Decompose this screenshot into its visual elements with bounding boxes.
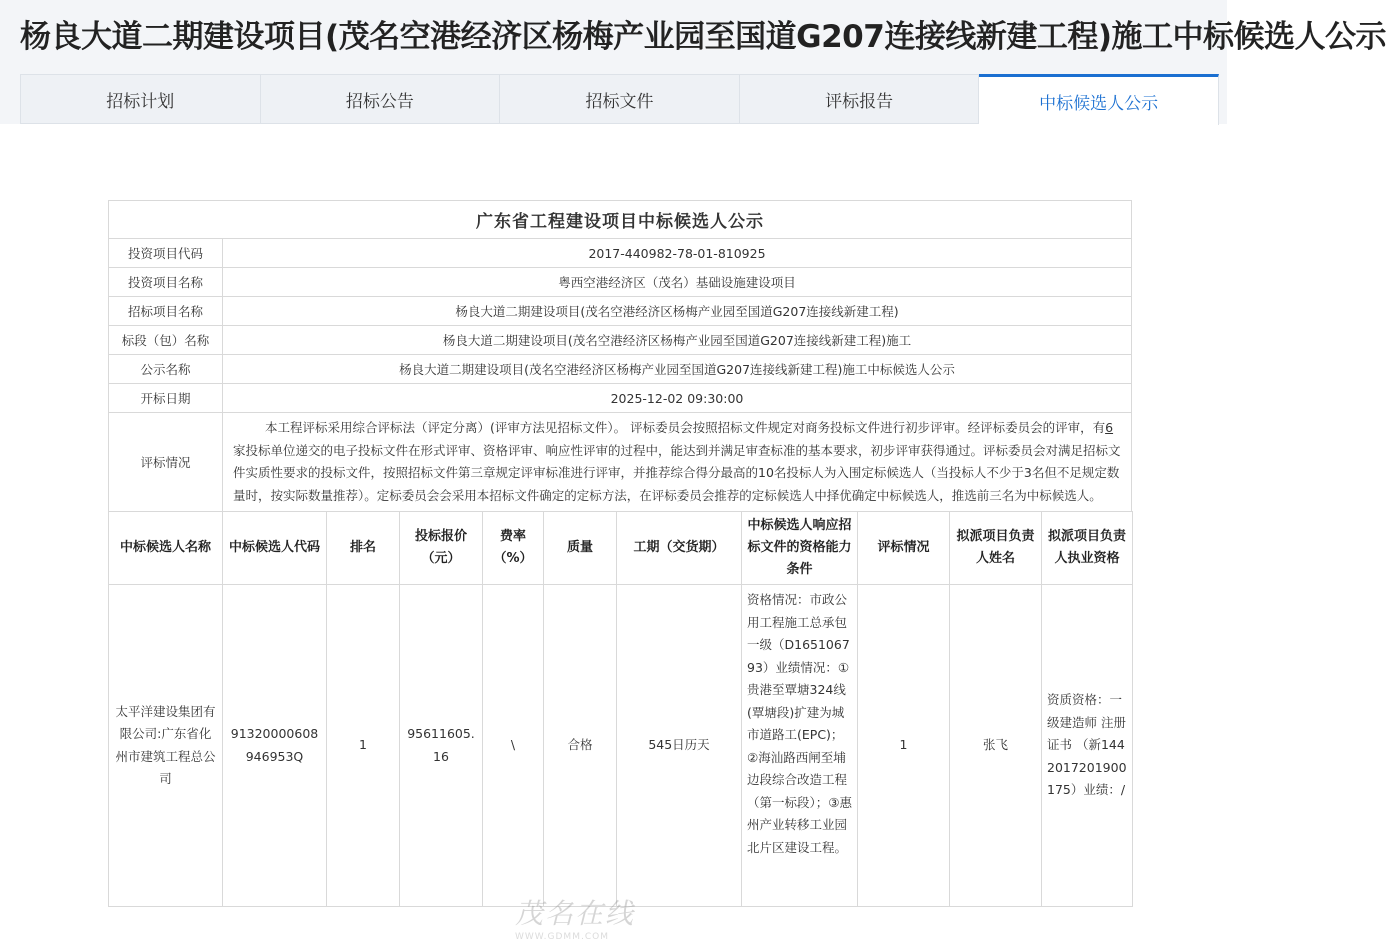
evaluation-text-before: 本工程评标采用综合评标法（评定分离）(评审方法见招标文件）。 评标委员会按照招标文件规定对商务投标文件进行初步评审。经评标委员会的评审，有 — [265, 420, 1106, 435]
info-row — [109, 297, 1132, 326]
col-header: 质量 — [544, 512, 617, 585]
watermark-url: WWW.GDMM.COM — [515, 932, 609, 942]
candidate-name: 太平洋建设集团有限公司:广东省化州市建筑工程总公司 — [109, 585, 223, 907]
info-row — [109, 326, 1132, 355]
candidate-evaluation: 1 — [858, 585, 950, 907]
tab-bar — [20, 74, 1219, 125]
site-watermark — [515, 892, 725, 942]
col-header: 中标候选人名称 — [109, 512, 223, 585]
candidate-rate: \ — [483, 585, 544, 907]
info-row — [109, 268, 1132, 297]
col-header: 费率（%） — [483, 512, 544, 585]
info-row — [109, 384, 1132, 413]
info-value: 杨良大道二期建设项目(茂名空港经济区杨梅产业园至国道G207连接线新建工程) — [223, 297, 1132, 326]
candidate-period: 545日历天 — [617, 585, 742, 907]
tab-bidding-documents[interactable]: 招标文件 — [500, 75, 740, 124]
info-label: 投资项目代码 — [109, 239, 223, 268]
evaluation-label: 评标情况 — [109, 413, 223, 512]
info-value: 2025-12-02 09:30:00 — [223, 384, 1132, 413]
candidate-rank: 1 — [327, 585, 400, 907]
info-value: 杨良大道二期建设项目(茂名空港经济区杨梅产业园至国道G207连接线新建工程)施工中标候选人公示 — [223, 355, 1132, 384]
col-header: 评标情况 — [858, 512, 950, 585]
candidates-header-row — [109, 512, 1133, 585]
tab-evaluation-report[interactable]: 评标报告 — [740, 75, 980, 124]
col-header: 中标候选人响应招标文件的资格能力条件 — [742, 512, 858, 585]
candidate-price: 95611605.16 — [400, 585, 483, 907]
page-header — [0, 0, 1386, 124]
info-label: 投资项目名称 — [109, 268, 223, 297]
notice-caption: 广东省工程建设项目中标候选人公示 — [109, 201, 1132, 239]
info-label: 公示名称 — [109, 355, 223, 384]
table-row — [109, 585, 1133, 907]
candidate-qualification: 资格情况：市政公用工程施工总承包一级（D165106793）业绩情况：①贵港至覃塘324线(覃塘段)扩建为城市道路工(EPC)；②海汕路西闸至埔边段综合改造工程（第一标段）；③惠州产业转移工业园北片区建设工程。 — [742, 585, 858, 907]
col-header: 排名 — [327, 512, 400, 585]
candidate-manager-cert: 资质资格：一级建造师 注册证书 （新1442017201900175）业绩：/ — [1042, 585, 1133, 907]
candidate-manager: 张飞 — [950, 585, 1042, 907]
candidate-quality: 合格 — [544, 585, 617, 907]
watermark-logo-text: 茂名在线 — [515, 897, 636, 930]
col-header: 投标报价（元） — [400, 512, 483, 585]
tab-candidate-notice[interactable]: 中标候选人公示 — [979, 74, 1219, 125]
col-header: 中标候选人代码 — [223, 512, 327, 585]
candidates-table — [108, 511, 1133, 907]
evaluation-text-after: 家投标单位递交的电子投标文件在形式评审、资格评审、响应性评审的过程中，能达到并满足审查标准的基本要求，初步评审获得通过。评标委员会对满足招标文件实质性要求的投标文件，按照招标文件第三章规定评审标准进行评审，并推荐综合得分最高的10名投标人为入围定标候选人（当投标人不少于3名但不足规定数量时，按实际数量推荐）。定标委员会会采用本招标文件确定的定标方法，在评标委员会推荐的定标候选人中择优确定中标候选人，推选前三名为中标候选人。 — [233, 442, 1121, 503]
info-value: 2017-440982-78-01-810925 — [223, 239, 1132, 268]
page-title: 杨良大道二期建设项目(茂名空港经济区杨梅产业园至国道G207连接线新建工程)施工中标候选人公示 — [20, 19, 1386, 55]
tab-bidding-announcement[interactable]: 招标公告 — [261, 75, 501, 124]
col-header: 拟派项目负责人执业资格 — [1042, 512, 1133, 585]
col-header: 工期（交货期） — [617, 512, 742, 585]
evaluation-count: 6 — [1105, 420, 1114, 435]
info-label: 标段（包）名称 — [109, 326, 223, 355]
col-header: 拟派项目负责人姓名 — [950, 512, 1042, 585]
notice-content — [108, 200, 1132, 907]
info-row — [109, 355, 1132, 384]
notice-info-table — [108, 200, 1132, 512]
info-label: 开标日期 — [109, 384, 223, 413]
info-label: 招标项目名称 — [109, 297, 223, 326]
info-value: 杨良大道二期建设项目(茂名空港经济区杨梅产业园至国道G207连接线新建工程)施工 — [223, 326, 1132, 355]
info-value: 粤西空港经济区（茂名）基础设施建设项目 — [223, 268, 1132, 297]
evaluation-text — [223, 413, 1132, 512]
evaluation-row — [109, 413, 1132, 512]
tab-bidding-plan[interactable]: 招标计划 — [20, 75, 261, 124]
candidate-code: 91320000608946953Q — [223, 585, 327, 907]
info-row — [109, 239, 1132, 268]
